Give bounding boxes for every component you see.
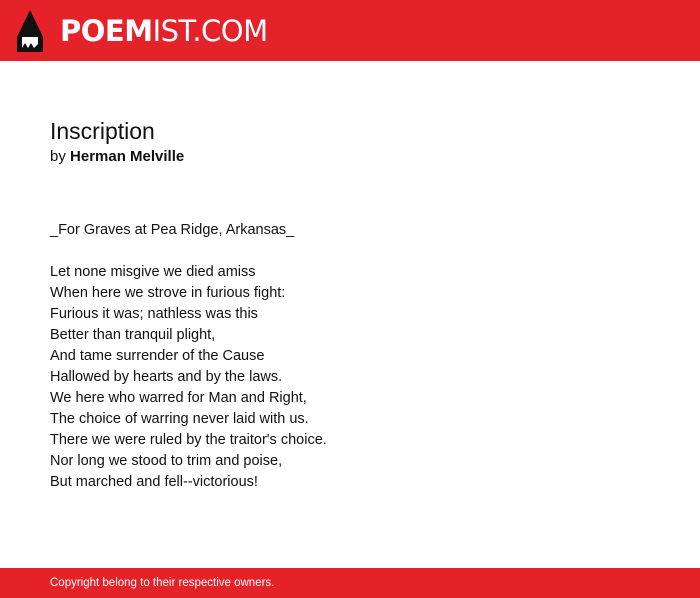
logo-text-light: IST.COM [152,14,268,48]
poem-line: There we were ruled by the traitor's choice. [50,432,327,448]
poem-content [50,116,670,493]
site-logo-text [60,10,268,52]
poem-line: Hallowed by hearts and by the laws. [50,369,283,385]
site-header [0,0,700,61]
site-logo-link[interactable] [17,10,268,52]
poem-line: We here who warred for Man and Right, [50,390,307,406]
logo-text-bold: POEM [60,14,153,48]
poem-line: Nor long we stood to trim and poise, [50,453,283,469]
poem-line: _For Graves at Pea Ridge, Arkansas_ [50,222,295,238]
poem-line: Let none misgive we died amiss [50,264,256,280]
byline-prefix: by [50,148,66,165]
poem-line: And tame surrender of the Cause [50,348,265,364]
pencil-tip-icon [17,10,43,52]
poem-title: Inscription [50,118,155,144]
poem-body [50,220,670,493]
poem-line: Furious it was; nathless was this [50,306,258,322]
poem-line: Better than tranquil plight, [50,327,216,343]
stanza-break [50,241,670,262]
poem-line: When here we strove in furious fight: [50,285,286,301]
poem-byline [50,146,670,168]
poem-line: The choice of warring never laid with us. [50,411,309,427]
site-footer [0,568,700,598]
author-link[interactable]: Herman Melville [70,148,185,165]
footer-copyright: Copyright belong to their respective owners. [50,577,275,589]
poem-line: But marched and fell--victorious! [50,474,258,490]
